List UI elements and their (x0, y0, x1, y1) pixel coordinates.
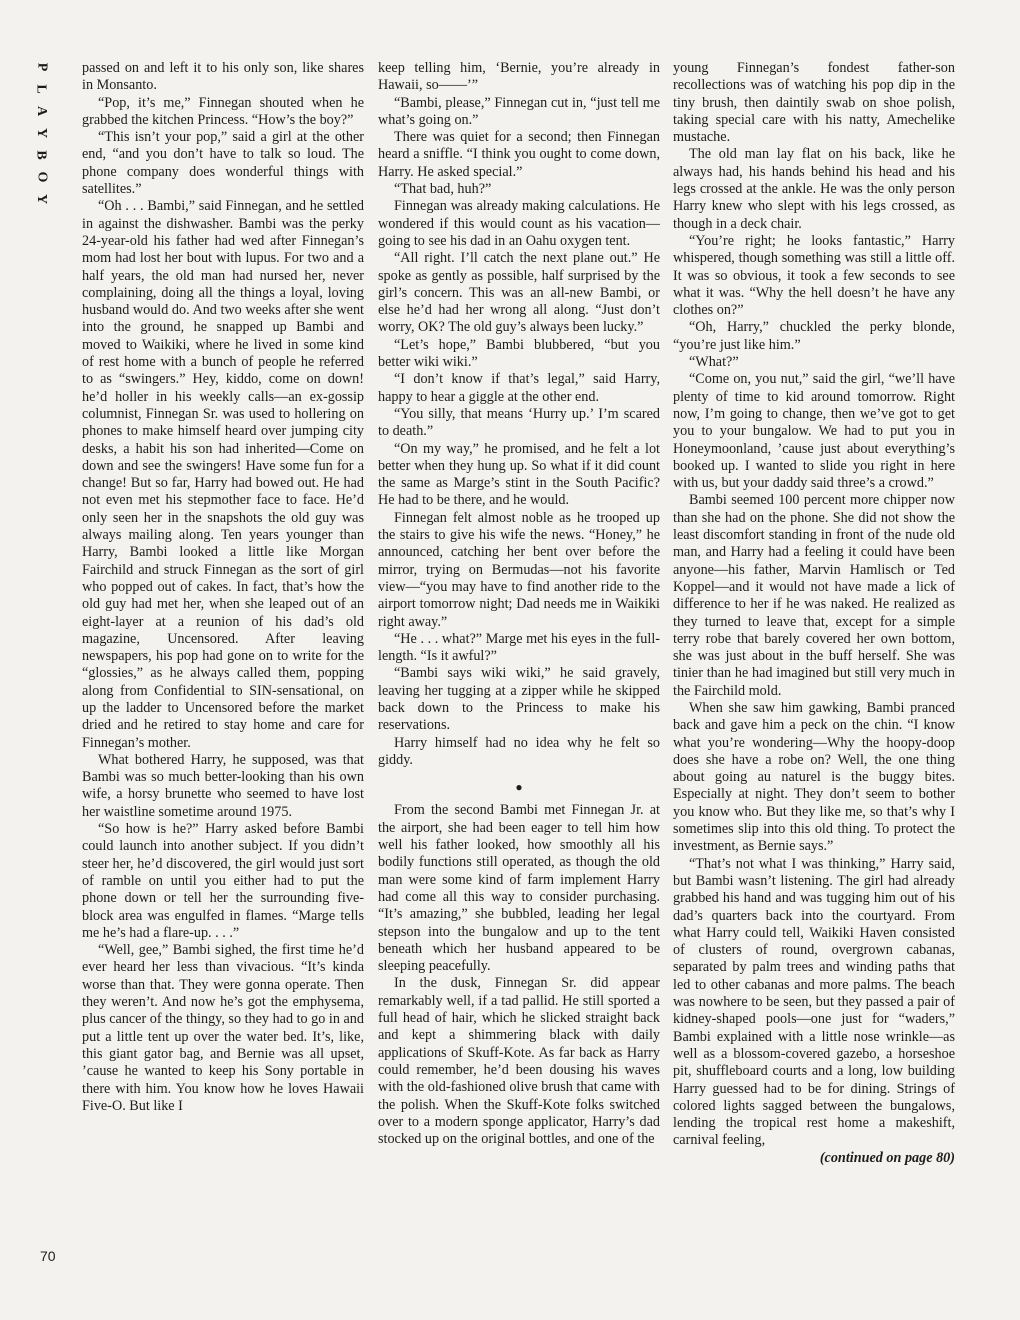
paragraph: There was quiet for a second; then Finnegan heard a sniffle. “I think you ought to come down, Harry. He asked special.” (378, 129, 660, 180)
masthead-letter: Y (34, 193, 49, 205)
paragraph: “This isn’t your pop,” said a girl at the other end, “and you don’t have to talk so loud. The phone company does wonderful things with satellites.” (82, 129, 364, 198)
paragraph: young Finnegan’s fondest father-son recollections was of watching his pop dip in the tiny brush, then daintily swab on shoe polish, taking special care with his natty, Amechelike mustache. (673, 60, 955, 146)
paragraph: “That bad, huh?” (394, 181, 492, 198)
text-column-1 (82, 60, 364, 1255)
masthead-letter: B (34, 150, 49, 160)
paragraph: Finnegan felt almost noble as he trooped up the stairs to give his wife the news. “Honey,” he announced, catching her bent over before the mirror, trying on Bermudas—not his favorite view—“you may have to find another ride to the airport tomorrow night; Dad needs me in Waikiki right away.” (378, 509, 660, 630)
paragraph: “All right. I’ll catch the next plane out.” He spoke as gently as possible, half surprised by the girl’s concern. This was an all-new Bambi, or else he’d had her wrong all along. “Just don’t worry, OK? The old guy’s always been lucky.” (378, 250, 660, 336)
text-column-2 (378, 60, 660, 1255)
paragraph: When she saw him gawking, Bambi pranced back and gave him a peck on the chin. “I know what you’re wondering—Why the hoopy-doop does she have a robe on? Well, the one thing about going au naturel is the buggy bites. Especially at night. They don’t seem to bother you know who. But they like me, so that’s why I sometimes slip into this old thing. To protect the investment, as Bernie says.” (673, 699, 955, 855)
paragraph: “That’s not what I was thinking,” Harry said, but Bambi wasn’t listening. The girl had already grabbed his hand and was tugging him out of his dad’s quarters back into the courtyard. From what Harry could tell, Waikiki Haven consisted of clusters of round, overgrown cabanas, separated by palm trees and winding paths that led to other cabanas and more palms. The beach was nowhere to be seen, but they passed a pair of kidney-shaped pools—one just for “waders,” Bambi explained with a little nose wrinkle—as well as a blossom-covered gazebo, a horseshoe pit, shuffleboard courts and a long, low building Harry guessed had to be for dining. Strings of colored lights sagged between the bungalows, lending the tropical rest home a makeshift, carnival feeling, (673, 855, 955, 1149)
paragraph: Bambi seemed 100 percent more chipper now than she had on the phone. She did not show the least discomfort standing in front of the nude old man, and Harry had a feeling it could have been anyone—his father, Marvin Hamlisch or Ted Koppel—and it would not have made a lick of difference to her if he was naked. He realized as they turned to leave that, except for a simple terry robe that barely covered her own bottom, she was just about in the buff herself. She was tinier than he had imagined but still very much in the Fairchild mold. (673, 492, 955, 699)
paragraph: “He . . . what?” Marge met his eyes in the full-length. “Is it awful?” (378, 630, 660, 665)
paragraph: “Bambi, please,” Finnegan cut in, “just tell me what’s going on.” (378, 94, 660, 128)
masthead-letter: O (33, 171, 49, 183)
paragraph: “You silly, that means ‘Hurry up.’ I’m scared to death.” (378, 405, 660, 440)
masthead-letter: Y (34, 127, 49, 139)
masthead-letter: P (34, 62, 49, 72)
page-number: 70 (40, 1248, 56, 1264)
paragraph: “On my way,” he promised, and he felt a lot better when they hung up. So what if it did count the same as Marge’s stint in the South Pacific? He had to be there, and he would. (378, 440, 660, 509)
paragraph: The old man lay flat on his back, like he always had, his hands behind his head and his legs crossed at the ankle. He was the only person Harry knew who slept with his legs crossed, as though in a deck chair. (673, 146, 955, 232)
section-break-dot: ● (515, 780, 523, 795)
paragraph: “You’re right; he looks fantastic,” Harry whispered, though something was still a little off. It was so obvious, it took a few seconds to see what it was. “Why the hell doesn’t he have any clothes on?” (673, 232, 955, 319)
paragraph: From the second Bambi met Finnegan Jr. at the airport, she had been eager to tell him how well his father looked, how smoothly all his bodily functions still operated, as though the old man were some kind of farm implement Harry had come all this way to consider purchasing. “It’s amazing,” she bubbled, leading her legal stepson into the bungalow and up to the tent beneath which her husband appeared to be sleeping peacefully. (378, 802, 660, 975)
paragraph: “Let’s hope,” Bambi blubbered, “but you better wiki wiki.” (378, 336, 660, 371)
masthead-letter: L (34, 84, 49, 94)
paragraph: “So how is he?” Harry asked before Bambi could launch into another subject. If you didn’t steer her, he’d discovered, the girl would just sort of ramble on until you either had to put the phone down or tell her the surrounding five-block area was engulfed in flames. “Marge tells me he’s had a flare-up. . . .” (82, 821, 364, 941)
paragraph: “I don’t know if that’s legal,” said Harry, happy to hear a giggle at the other end. (378, 371, 660, 405)
paragraph: “Bambi says wiki wiki,” he said gravely, leaving her tugging at a zipper while he skipped back down to the Princess to make his reservations. (378, 665, 660, 734)
paragraph: “Oh, Harry,” chuckled the perky blonde, “you’re just like him.” (673, 319, 955, 353)
paragraph: “What?” (689, 354, 739, 371)
masthead-letter: A (34, 105, 49, 117)
paragraph: In the dusk, Finnegan Sr. did appear remarkably well, if a tad pallid. He still sported a full head of hair, which he slicked straight back and kept a shimmering black with daily applications of Skuff-Kote. As far back as Harry could remember, he’d been dousing his waves with the old-fashioned olive brush that came with the polish. When the Skuff-Kote folks switched over to a modern sponge applicator, Harry’s dad stocked up on the original bottles, and one of the (378, 975, 660, 1148)
magazine-name-vertical (30, 60, 52, 206)
paragraph: Finnegan was already making calculations. He wondered if this would count as his vacation—going to see his dad in an Oahu oxygen tent. (378, 198, 660, 249)
paragraph: “Oh . . . Bambi,” said Finnegan, and he settled in against the dishwasher. Bambi was the perky 24-year-old his father had wed after Finnegan’s mom had lost her bout with lupus. For two and a half years, the old man had nursed her, never complaining, doing all the things a loyal, loving husband would do. And two weeks after she went into the ground, he snapped up Bambi and moved to Waikiki, where he lived in some kind of rest home with a bunch of people he referred to as “swingers.” Hey, kiddo, come on down! he’d holler in his weekly calls—an ex-gossip columnist, Finnegan Sr. was used to hollering on phones to make himself heard over jumping city desks, a habit his son had inherited—Come on down and see the swingers! Have some fun for a change! But so far, Harry had bowed out. He had not even met his stepmother face to face. He’d only seen her in the snapshots the old guy was always mailing along. Ten years younger than Harry, Bambi looked a little like Morgan Fairchild and struck Finnegan as the sort of girl who popped out of cakes. In fact, that’s how the old guy had met her, when she leaped out of an eight-layer at a reunion of his dad’s old magazine, Uncensored. After leaving newspapers, his pop had gone on to write for the “glossies,” as he always called them, popping along from Confidential to SIN-sensational, on up the ladder to Uncensored before the market dried and he retired to stay home and care for Finnegan’s mother. (82, 198, 364, 751)
paragraph: “Come on, you nut,” said the girl, “we’ll have plenty of time to kid around tomorrow. Right now, I’m going to change, then we’ve got to get you to your bungalow. We had to put you in Honeymoonland, ’cause just about everything’s booked up. I wanted to slide you right in here with us, but your daddy said three’s a crowd.” (673, 371, 955, 492)
paragraph: “Pop, it’s me,” Finnegan shouted when he grabbed the kitchen Princess. “How’s the boy?” (82, 94, 364, 128)
paragraph: keep telling him, ‘Bernie, you’re already in Hawaii, so——’” (378, 60, 660, 94)
paragraph: What bothered Harry, he supposed, was that Bambi was so much better-looking than his own wife, a horsy brunette who seemed to have lost her waistline sometime around 1975. (82, 751, 364, 820)
text-column-3 (673, 60, 955, 1255)
paragraph: Harry himself had no idea why he felt so giddy. (378, 734, 660, 768)
paragraph: “Well, gee,” Bambi sighed, the first time he’d ever heard her less than vivacious. “It’s kinda worse than that. They were gonna operate. Then they weren’t. And now he’s got the emphysema, plus cancer of the thingy, so they had to go in and put a little tent up over the water bed. It’s, like, this giant gator bag, and Bernie was all upset, ’cause he wanted to keep his Sony portable in there with him. You know how he loves Hawaii Five-O. But like I (82, 942, 364, 1114)
paragraph: passed on and left it to his only son, like shares in Monsanto. (82, 60, 364, 94)
continued-on-page: (continued on page 80) (819, 1149, 955, 1166)
